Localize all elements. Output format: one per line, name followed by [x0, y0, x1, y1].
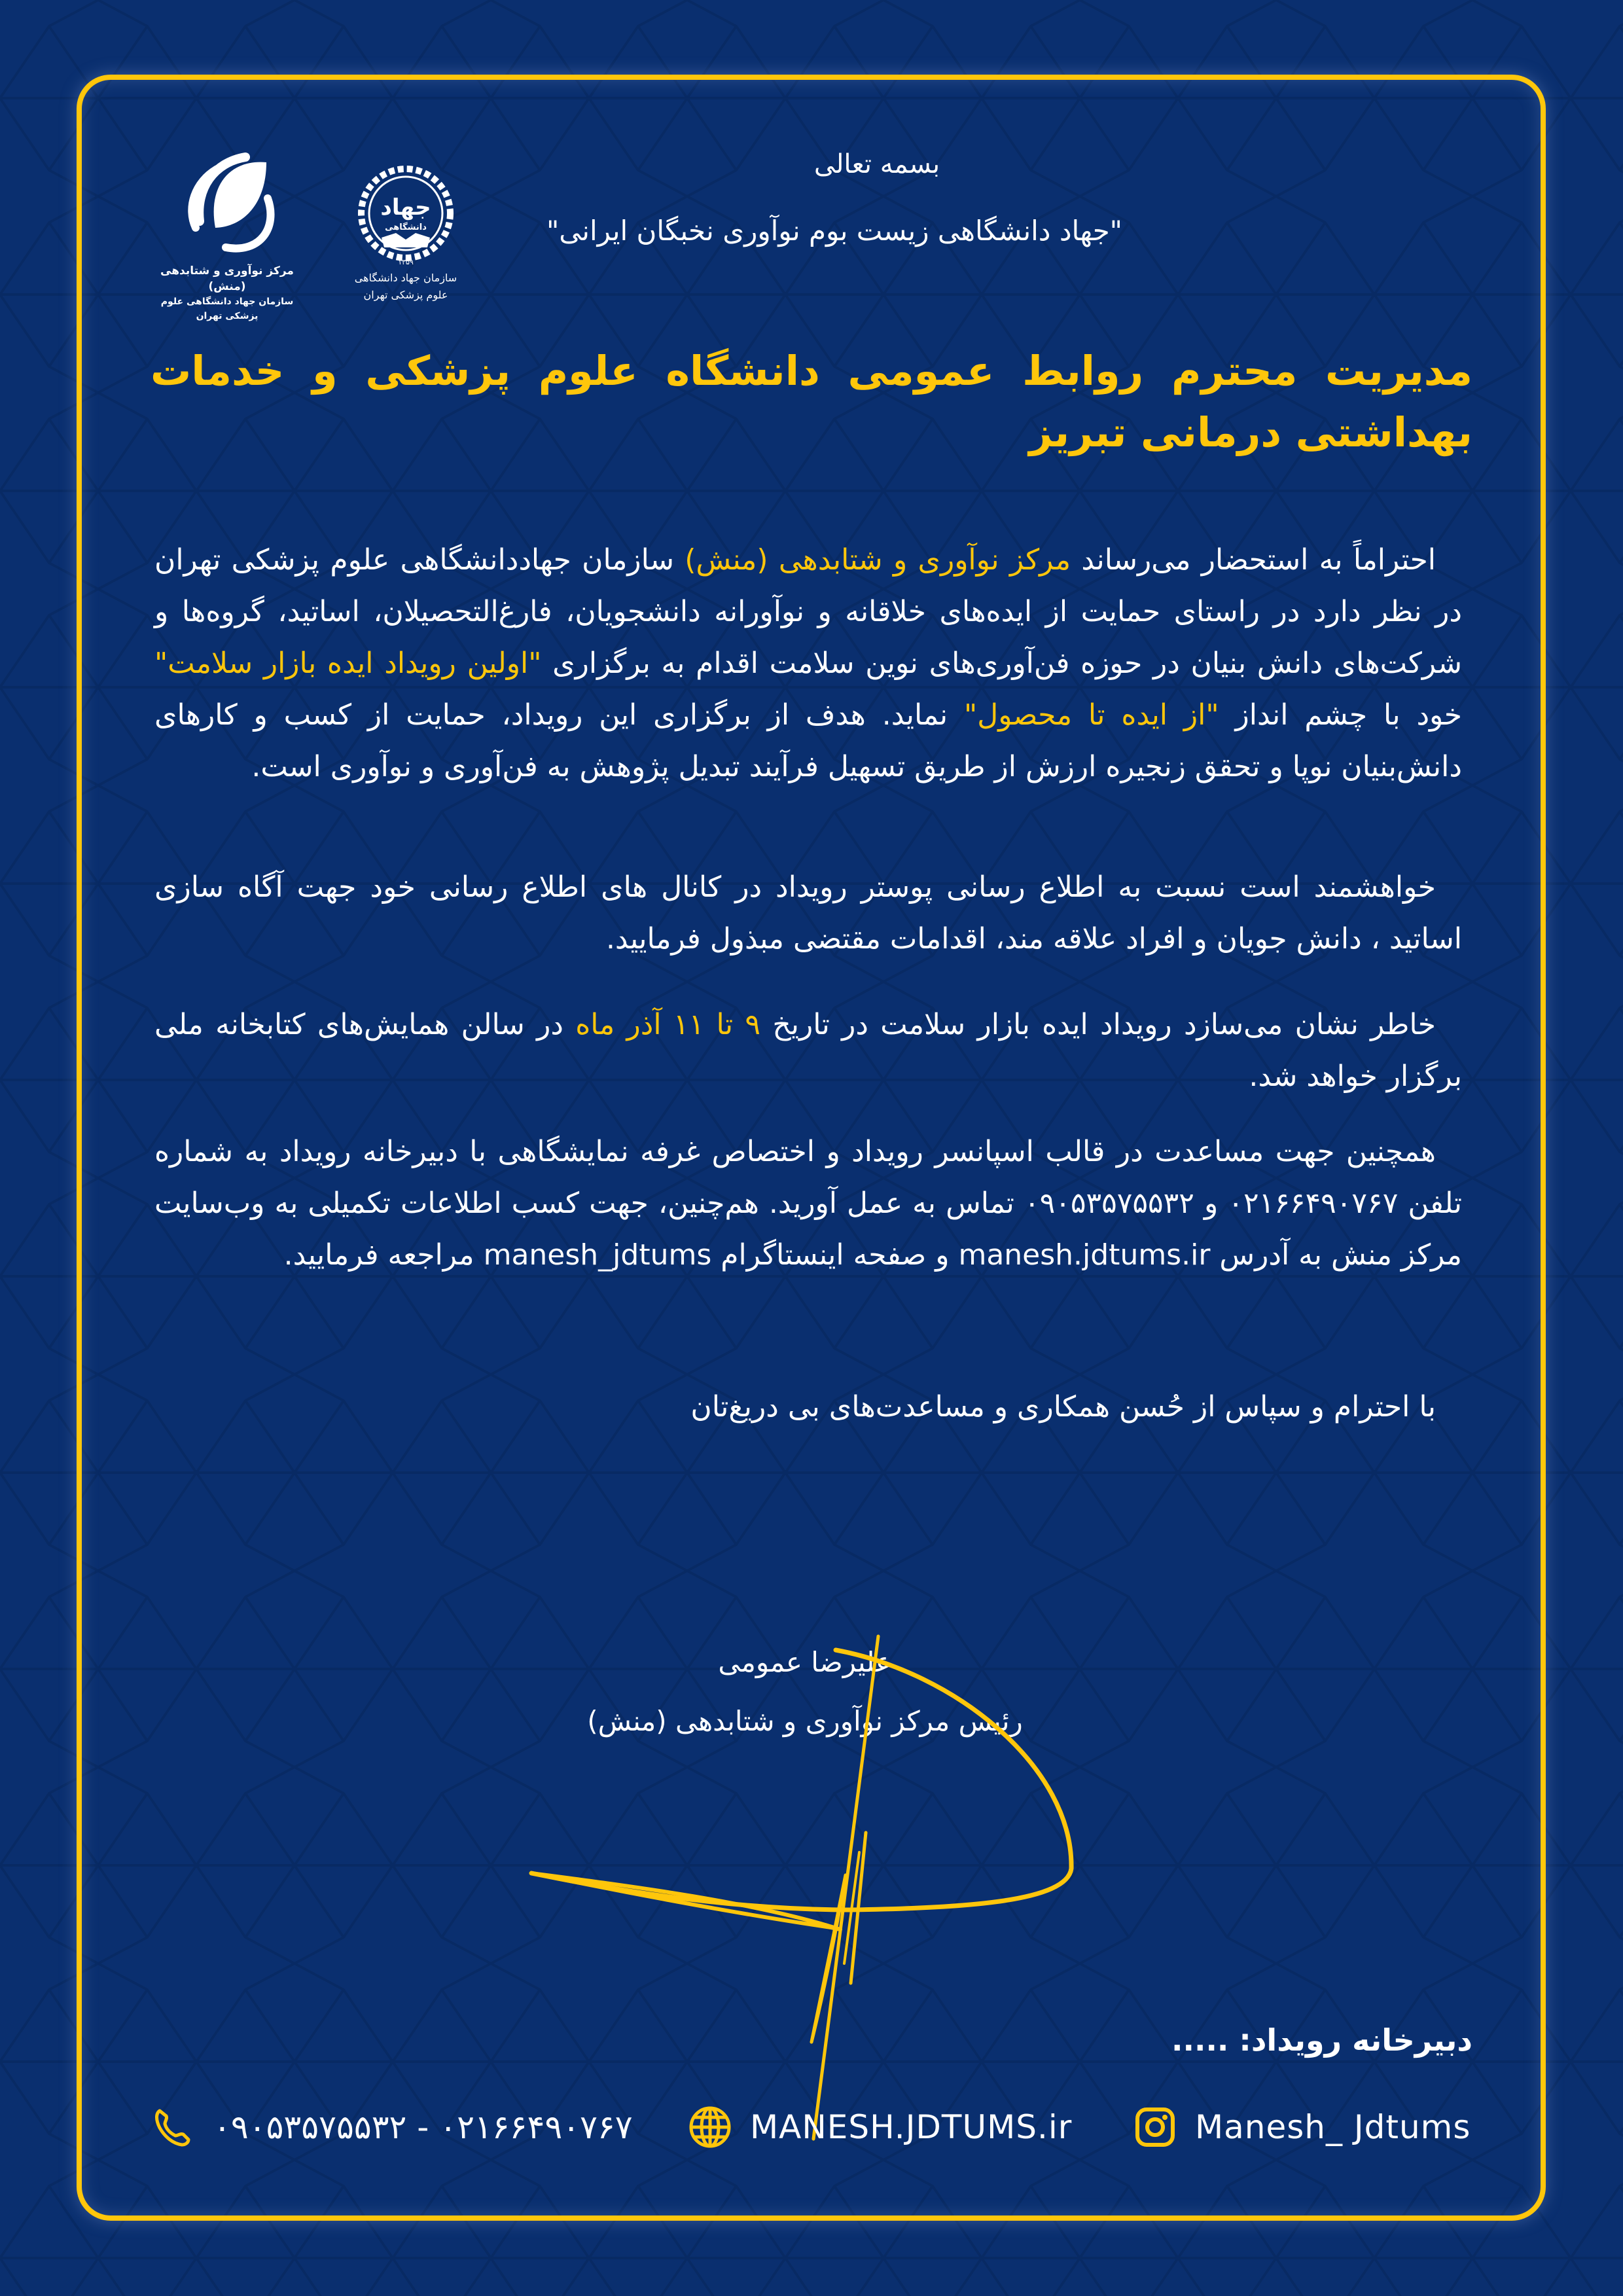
jahad-emblem-subtext: دانشگاهی	[385, 223, 427, 232]
jahad-emblem-text: جهاد	[380, 194, 431, 221]
paragraph-4	[154, 1126, 1462, 1281]
phone-icon	[151, 2104, 196, 2150]
paragraph-1	[154, 534, 1462, 793]
manesh-leaf-logo-icon	[168, 149, 286, 260]
p1-text-4: نماید. هدف از برگزاری این رویداد، حمایت از کسب و کارهای دانش‌بنیان نوپا و تحقق زنجیره ارزش از طریق تسهیل فرآیند تبدیل پژوهش به فن‌آوری و نوآوری است.	[154, 698, 1462, 783]
footer-instagram-text: Manesh_ Jdtums	[1195, 2108, 1471, 2146]
p3-highlight-date: ۹ تا ۱۱ آذر ماه	[575, 1008, 761, 1041]
jahad-logo-caption: سازمان جهاد دانشگاهی	[354, 272, 457, 284]
p4-text: همچنین جهت مساعدت در قالب اسپانسر رویداد و اختصاص غرفه نمایشگاهی با دبیرخانه رویداد به شماره تلفن ۰۲۱۶۶۴۹۰۷۶۷ و ۰۹۰۵۳۵۷۵۵۳۲ تماس به عمل آورید. هم‌چنین، جهت کسب اطلاعات تکمیلی به وب‌سایت مرکز منش به آدرس manesh.jdtums.ir و صفحه اینستاگرام manesh_jdtums مراجعه فرمایید.	[154, 1135, 1462, 1272]
signer-title: رئیس مرکز نوآوری و شتابدهی (منش)	[587, 1705, 1023, 1737]
closing-line: با احترام و سپاس از حُسن همکاری و مساعدت‌های بی دریغ‌تان	[690, 1390, 1436, 1424]
footer-phone-text: ۰۹۰۵۳۵۷۵۵۳۲ - ۰۲۱۶۶۴۹۰۷۶۷	[213, 2108, 633, 2146]
p1-highlight-center: مرکز نوآوری و شتابدهی (منش)	[685, 543, 1071, 577]
paragraph-2	[154, 861, 1462, 965]
jahad-year: ۱۳۵۹	[398, 258, 414, 266]
p1-text-1: احتراماً به استحضار می‌رساند	[1071, 543, 1436, 577]
event-secretariat: دبیرخانه رویداد: .....	[1171, 2022, 1472, 2058]
paragraph-3	[154, 999, 1462, 1102]
signer-name: علیرضا عمومی	[718, 1646, 892, 1678]
footer-website[interactable]	[687, 2098, 1072, 2157]
p1-text-3: خود با چشم انداز	[1219, 698, 1462, 732]
bismillah-heading: بسمه تعالی	[813, 149, 940, 179]
p3-text-1: خاطر نشان می‌سازد رویداد ایده بازار سلامت در تاریخ	[760, 1008, 1436, 1041]
p1-highlight-event: "اولین رویداد ایده بازار سلامت"	[154, 647, 542, 680]
footer-website-text: MANESH.JDTUMS.ir	[750, 2108, 1073, 2146]
p1-highlight-vision: "از ایده تا محصول"	[963, 698, 1219, 732]
manesh-logo	[145, 149, 309, 323]
footer-instagram[interactable]	[1132, 2098, 1471, 2157]
manesh-logo-subcaption: سازمان جهاد دانشگاهی علوم پزشکی تهران	[160, 296, 294, 321]
p3-text-2: در سالن همایش‌های کتابخانه ملی برگزار خواهد شد.	[154, 1008, 1462, 1093]
jahad-logo	[334, 156, 478, 304]
motto: "جهاد دانشگاهی زیست بوم نوآوری نخبگان ایرانی"	[546, 215, 1122, 247]
recipient-title: مدیریت محترم روابط عمومی دانشگاه علوم پزشکی و خدمات بهداشتی درمانی تبریز	[151, 347, 1472, 456]
p2-text: خواهشمند است نسبت به اطلاع رسانی پوستر رویداد در کانال های اطلاع رسانی خود جهت آگاه سازی اساتید ، دانش جویان و افراد علاقه مند، اقدامات مقتضی مبذول فرمایید.	[154, 870, 1462, 956]
footer-phone[interactable]	[151, 2098, 633, 2157]
p1-text-2: سازمان جهاددانشگاهی علوم پزشکی تهران در نظر دارد در راستای حمایت از ایده‌های خلاقانه و نوآورانه دانشجویان، فارغ‌التحصیلان، اساتید، گروه‌ها و شرکت‌های دانش بنیان در حوزه فن‌آوری‌های نوین سلامت اقدام به برگزاری	[154, 543, 1462, 680]
globe-icon	[687, 2104, 733, 2150]
jahad-emblem-icon	[350, 156, 461, 267]
manesh-logo-caption: مرکز نوآوری و شتابدهی (منش)	[160, 264, 294, 293]
jahad-logo-subcaption: علوم پزشکی تهران	[363, 289, 448, 301]
instagram-icon	[1132, 2104, 1178, 2150]
contact-footer	[151, 2098, 1472, 2157]
